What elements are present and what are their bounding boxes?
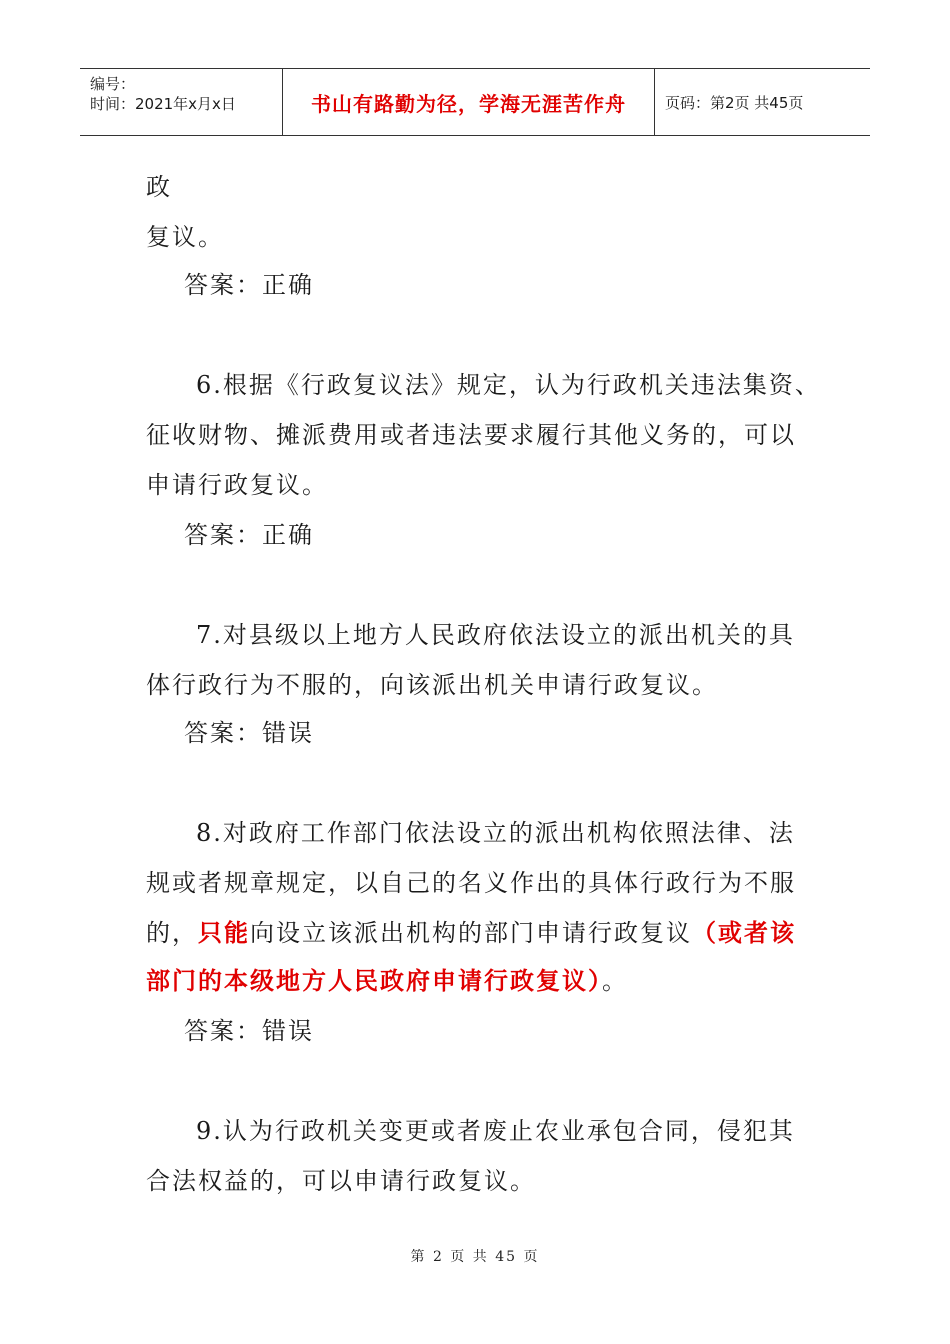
question-9-line: 合法权益的，可以申请行政复议。	[146, 1167, 536, 1195]
highlight-text: （或者该	[692, 918, 796, 947]
text-segment: 。	[602, 967, 628, 995]
question-6-line: 征收财物、摊派费用或者违法要求履行其他义务的，可以	[146, 421, 796, 449]
header-motto: 书山有路勤为径，学海无涯苦作舟	[283, 69, 655, 135]
header-left-cell	[80, 69, 283, 135]
question-7-line: 7.对县级以上地方人民政府依法设立的派出机关的具	[196, 621, 795, 649]
header-page-info: 页码：第2页 共45页	[665, 93, 804, 112]
text-segment: 向设立该派出机构的部门申请行政复议	[250, 919, 692, 947]
question-8-line	[146, 966, 628, 996]
highlight-text: 部门的本级地方人民政府申请行政复议）	[146, 966, 602, 995]
page-footer: 第 2 页 共 45 页	[410, 1249, 540, 1265]
date-line: 时间：2021年x月x日	[90, 95, 236, 113]
text-segment: 的，	[146, 919, 198, 947]
question-9-line: 9.认为行政机关变更或者废止农业承包合同，侵犯其	[196, 1117, 795, 1145]
page-header	[80, 68, 870, 136]
answer-line: 答案：错误	[184, 719, 314, 747]
answer-line: 答案：正确	[184, 271, 314, 299]
question-8-line: 8.对政府工作部门依法设立的派出机构依照法律、法	[196, 819, 795, 847]
question-7-line: 体行政行为不服的，向该派出机关申请行政复议。	[146, 671, 718, 699]
body-line: 复议。	[146, 223, 224, 251]
answer-line: 答案：正确	[184, 521, 314, 549]
question-8-line	[146, 918, 796, 948]
question-6-line: 6.根据《行政复议法》规定，认为行政机关违法集资、	[196, 371, 821, 399]
question-8-line: 规或者规章规定，以自己的名义作出的具体行政行为不服	[146, 869, 796, 897]
question-6-line: 申请行政复议。	[146, 471, 328, 499]
body-line: 政	[146, 173, 172, 201]
answer-line: 答案：错误	[184, 1017, 314, 1045]
highlight-text: 只能	[198, 918, 250, 947]
serial-label: 编号：	[90, 75, 136, 93]
